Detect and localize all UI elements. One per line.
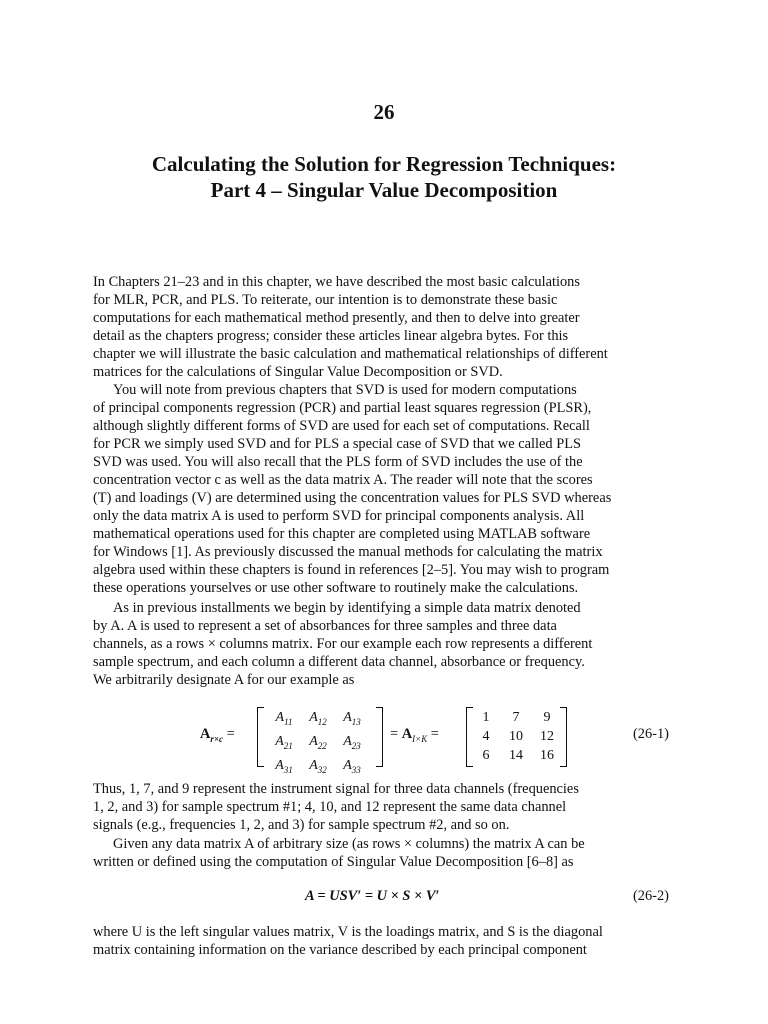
equation-text: A = USV′ = U × S × V′ xyxy=(305,888,440,904)
right-bracket xyxy=(560,707,567,767)
mid-symbol: A xyxy=(401,726,413,742)
matrix-cell: $A_{32}$ xyxy=(309,757,327,775)
equation-lhs: $A_{r\times c}$ = xyxy=(200,726,235,744)
text-line: You will note from previous chapters that SVD is used for modern computations xyxy=(113,382,577,398)
text-line: although slightly different forms of SVD are used for each set of computations. Recall xyxy=(93,418,590,434)
text-line: In Chapters 21–23 and in this chapter, we have described the most basic calculations xyxy=(93,274,580,290)
text-line: where U is the left singular values matrix, V is the loadings matrix, and S is the diagonal xyxy=(93,924,603,940)
matrix-cell: $A_{31}$ xyxy=(275,757,293,775)
matrix-cell: 7 xyxy=(512,710,520,725)
text-line: computations for each mathematical method presently, and then to delve into greater xyxy=(93,310,580,326)
text-line: for PCR we simply used SVD and for PLS a special case of SVD that we called PLS xyxy=(93,436,582,452)
text-line: matrices for the calculations of Singular Value Decomposition or SVD. xyxy=(93,364,503,380)
text-line: chapter we will illustrate the basic calculation and mathematical relationships of different xyxy=(93,346,608,362)
text-line: these operations yourselves or use other software to routinely make the calculations. xyxy=(93,580,579,596)
text-line: SVD was used. You will also recall that the PLS form of SVD includes the use of the xyxy=(93,454,583,470)
text-line: sample spectrum, and each column a different data channel, absorbance or frequency. xyxy=(93,654,585,670)
left-bracket xyxy=(257,707,264,767)
matrix-cell: 16 xyxy=(540,748,554,763)
matrix-cell: $A_{21}$ xyxy=(275,733,293,751)
text-line: concentration vector c as well as the data matrix A. The reader will note that the scores xyxy=(93,472,593,488)
text-line: for Windows [1]. As previously discussed the manual methods for calculating the matrix xyxy=(93,544,603,560)
text-line: for MLR, PCR, and PLS. To reiterate, our intention is to demonstrate these basic xyxy=(93,292,558,308)
text-line: Thus, 1, 7, and 9 represent the instrument signal for three data channels (frequencies xyxy=(93,781,579,797)
text-line: by A. A is used to represent a set of absorbances for three samples and three data xyxy=(93,618,557,634)
matrix-cell: $A_{13}$ xyxy=(343,710,361,727)
lhs-symbol: A xyxy=(200,726,211,742)
text-line: of principal components regression (PCR) and partial least squares regression (PLSR), xyxy=(93,400,592,416)
matrix-cell: 14 xyxy=(509,748,523,763)
text-line: mathematical operations used for this chapter are completed using MATLAB software xyxy=(93,526,591,542)
right-bracket xyxy=(376,707,383,767)
text-line: channels, as a rows × columns matrix. For our example each row represents a different xyxy=(93,636,593,652)
text-line: 1, 2, and 3) for sample spectrum #1; 4, 10, and 12 represent the same data channel xyxy=(93,799,567,815)
lhs-subscript: r×c xyxy=(210,733,224,744)
text-line: As in previous installments we begin by identifying a simple data matrix denoted xyxy=(113,600,581,616)
matrix-cell: 1 xyxy=(482,710,490,725)
text-line: written or defined using the computation of Singular Value Decomposition [6–8] as xyxy=(93,854,574,870)
matrix-cell: $A_{23}$ xyxy=(343,733,361,751)
matrix-cell: $A_{33}$ xyxy=(343,757,361,775)
text-line: only the data matrix A is used to perform SVD for principal components analysis. All xyxy=(93,508,585,524)
matrix-cell: 4 xyxy=(482,729,490,744)
chapter-title-line-1: Calculating the Solution for Regression Techniques: xyxy=(151,152,617,176)
equation-number: (26-2) xyxy=(633,888,669,904)
matrix-cell: $A_{22}$ xyxy=(309,733,327,751)
mid-subscript: I×K xyxy=(412,733,428,744)
numeric-matrix xyxy=(472,708,562,765)
chapter-number: 26 xyxy=(373,100,395,124)
equation-mid: = $A_{I\times K}$ = xyxy=(390,726,439,744)
equation-number: (26-1) xyxy=(633,726,669,742)
text-line: signals (e.g., frequencies 1, 2, and 3) for sample spectrum #2, and so on. xyxy=(93,817,510,833)
text-line: (T) and loadings (V) are determined using the concentration values for PLS SVD whereas xyxy=(93,490,612,506)
matrix-cell: 9 xyxy=(543,710,551,725)
text-line: detail as the chapters progress; consider these articles linear algebra bytes. For this xyxy=(93,328,569,344)
text-line: algebra used within these chapters is found in references [2–5]. You may wish to program xyxy=(93,562,610,578)
text-line: Given any data matrix A of arbitrary size (as rows × columns) the matrix A can be xyxy=(113,836,585,852)
symbolic-matrix xyxy=(267,708,369,779)
matrix-cell: 12 xyxy=(540,729,554,744)
matrix-cell: 10 xyxy=(509,729,523,744)
matrix-cell: $A_{11}$ xyxy=(275,710,293,727)
text-line: We arbitrarily designate A for our example as xyxy=(93,672,355,688)
matrix-cell: 6 xyxy=(482,748,490,763)
chapter-title-line-2: Part 4 – Singular Value Decomposition xyxy=(210,178,558,202)
text-line: matrix containing information on the variance described by each principal component xyxy=(93,942,587,958)
matrix-cell: $A_{12}$ xyxy=(309,710,327,727)
